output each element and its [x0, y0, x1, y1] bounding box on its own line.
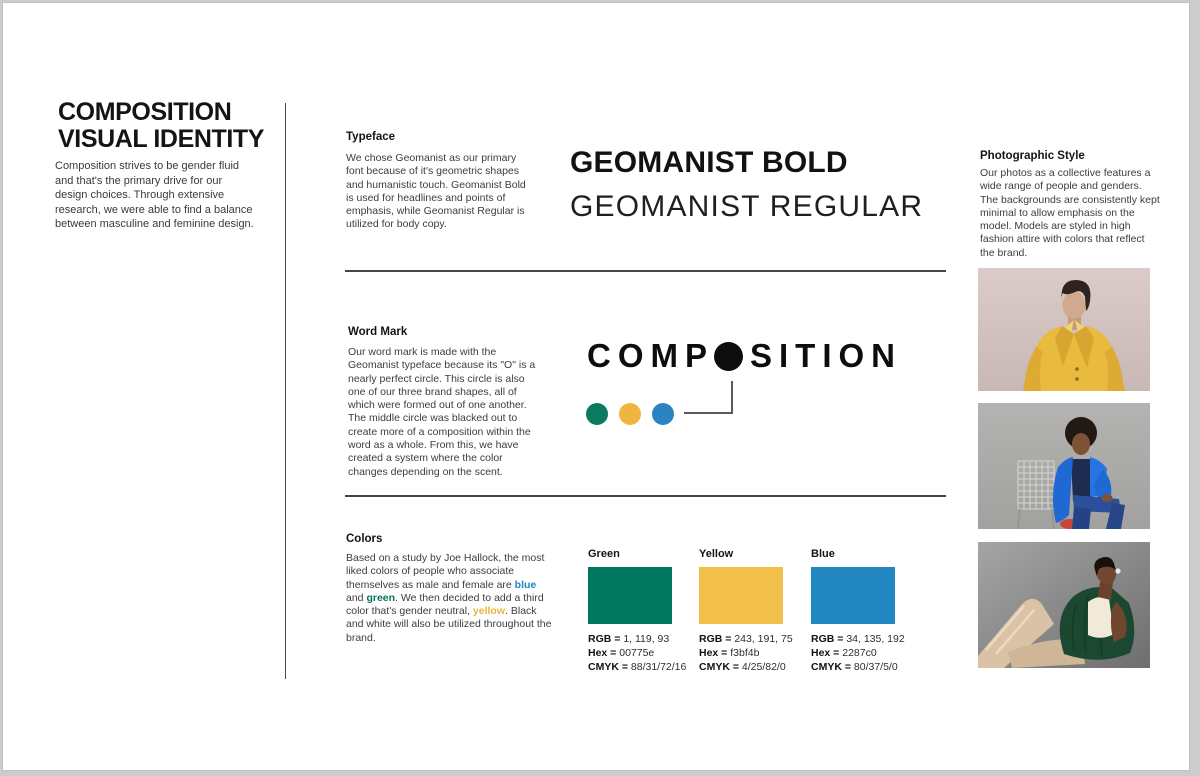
connector-line-vertical — [731, 381, 733, 414]
photo-illustration — [978, 403, 1150, 529]
cmyk-value-row: CMYK = 88/31/72/16 — [588, 660, 687, 673]
typeface-body: We chose Geomanist as our primary font because of it's geometric shapes and humanistic touch. Geomanist Bold is used for headlines and points of emphasis, while Geomanist Regular is utilized for body copy. — [346, 152, 526, 231]
cmyk-value-row: CMYK = 4/25/82/0 — [699, 660, 786, 673]
yellow-dot-icon — [619, 403, 641, 425]
swatch-name: Yellow — [699, 548, 734, 560]
type-specimen-regular: GEOMANIST REGULAR — [570, 190, 924, 223]
rgb-value-row: RGB = 1, 119, 93 — [588, 633, 670, 645]
photo-illustration — [978, 268, 1150, 391]
yellow-color-swatch — [699, 567, 783, 624]
photo-model-green-jacket — [978, 542, 1150, 668]
cmyk-value-row: CMYK = 80/37/5/0 — [811, 660, 898, 673]
connector-line-horizontal — [684, 412, 733, 414]
wordmark-heading: Word Mark — [348, 326, 408, 338]
colors-heading: Colors — [346, 533, 383, 545]
wordmark-body: Our word mark is made with the Geomanist typeface because its "O" is a nearly perfect circle. This circle is also one of our three brand shapes, all of which were formed out of one another. The middle circle was blacked out to create more of a composition within the word as a whole. From this, we have created a system where the color changes depending on the scent. — [348, 346, 536, 478]
wordmark-prefix: COMP — [587, 337, 714, 374]
intro-paragraph: Composition strives to be gender fluid and that's the primary drive for our design choices. Through extensive research, we were able to find a balance between masculine and feminine design. — [55, 160, 254, 230]
composition-wordmark — [587, 339, 902, 372]
hex-value-row: Hex = 00775e — [588, 646, 655, 659]
photo-model-yellow-blazer — [978, 268, 1150, 391]
hex-value-row: Hex = 2287c0 — [811, 646, 877, 659]
page-title — [58, 99, 264, 153]
swatch-group-blue — [811, 548, 911, 674]
page-title-line2: VISUAL IDENTITY — [58, 125, 265, 153]
colors-body: Based on a study by Joe Hallock, the most liked colors of people who associate themselves as male and female are blue and green. We then decided to add a third color that's gender neutral, yellow. Black and white will also be utilized throughout the brand. — [346, 552, 552, 644]
presentation-page — [2, 2, 1190, 771]
vertical-divider — [285, 103, 286, 679]
photographic-style-body: Our photos as a collective features a wide range of people and genders. The backgrounds are consistently kept minimal to allow emphasis on the model. Models are styled in high fashion attire with colors that reflect the brand. — [980, 167, 1160, 259]
blue-color-swatch — [811, 567, 895, 624]
green-color-swatch — [588, 567, 672, 624]
filled-o-circle-icon — [714, 342, 743, 371]
swatch-group-yellow — [699, 548, 799, 674]
swatch-name: Green — [588, 548, 620, 560]
photo-model-blue-suit — [978, 403, 1150, 529]
hex-value-row: Hex = f3bf4b — [699, 646, 760, 659]
divider-rule-bottom — [345, 495, 946, 497]
swatch-name: Blue — [811, 548, 835, 560]
swatch-group-green — [588, 548, 688, 674]
divider-rule-top — [345, 270, 946, 272]
wordmark-suffix: SITION — [750, 337, 903, 374]
rgb-value-row: RGB = 243, 191, 75 — [699, 633, 793, 645]
photographic-style-heading: Photographic Style — [980, 150, 1085, 162]
typeface-heading: Typeface — [346, 131, 396, 143]
type-specimen-bold: GEOMANIST BOLD — [570, 146, 848, 179]
blue-dot-icon — [652, 403, 674, 425]
page-title-line1: COMPOSITION — [58, 98, 232, 126]
green-dot-icon — [586, 403, 608, 425]
photo-illustration — [978, 542, 1150, 668]
brand-dots — [586, 403, 674, 425]
rgb-value-row: RGB = 34, 135, 192 — [811, 633, 905, 645]
